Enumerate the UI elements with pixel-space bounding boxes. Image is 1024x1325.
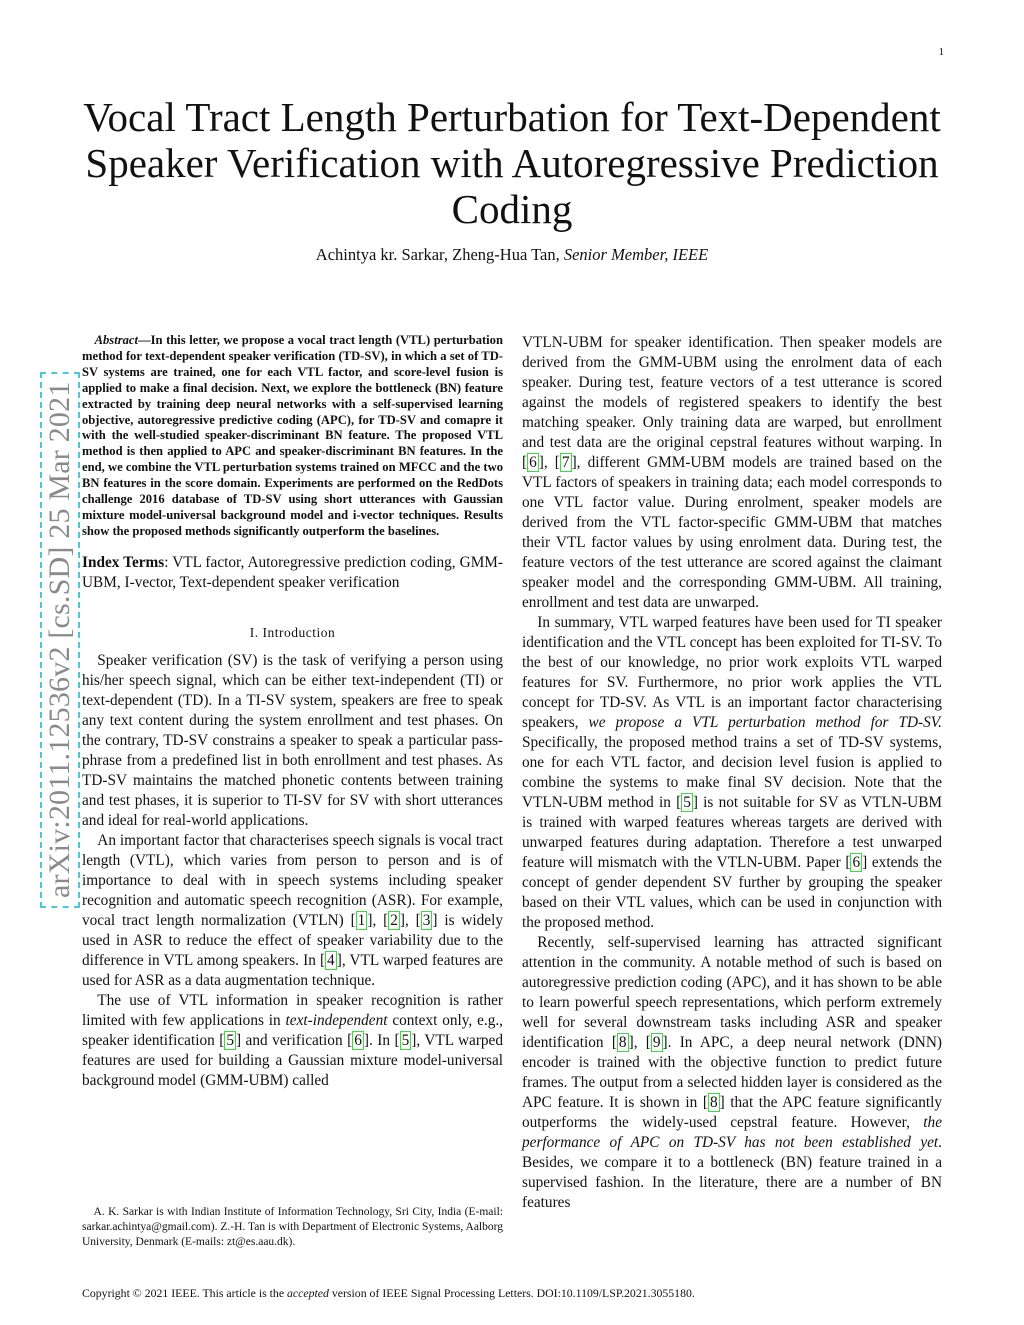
bracket: ] — [336, 951, 342, 969]
citation-link[interactable]: 4 — [327, 951, 335, 969]
left-column — [82, 333, 503, 1091]
intro-paragraph-4 — [522, 333, 942, 613]
comma: , — [372, 911, 384, 929]
bracket: ] — [235, 1031, 242, 1049]
intro-paragraph-5 — [522, 613, 942, 933]
author-line — [60, 245, 964, 265]
bracket: [ — [415, 911, 421, 929]
bracket: [ — [645, 1034, 651, 1051]
bracket: [ — [554, 454, 560, 471]
citation-link[interactable]: 3 — [422, 911, 431, 929]
text-run: . In APC, a deep neural network (DNN) encoder is trained with the objective function to predict future frames. The output from a selected hidden layer is considered as the APC feature. It is shown in — [522, 1034, 942, 1111]
bracket: ] — [363, 1031, 369, 1049]
bracket: ] — [411, 1031, 417, 1049]
citation-link[interactable]: 8 — [618, 1034, 627, 1051]
text-run: . In — [368, 1031, 395, 1049]
bracket: [ — [845, 854, 851, 871]
intro-paragraph-3 — [82, 991, 503, 1091]
abstract-heading: Abstract — [94, 333, 138, 347]
bracket: [ — [347, 1031, 353, 1049]
bracket: [ — [394, 1031, 400, 1049]
emphasis: we propose a VTL perturbation method for TD-SV. — [588, 714, 942, 731]
emphasis: the performance of APC on TD-SV has not been established yet — [522, 1114, 942, 1151]
text-run: Recently, self-supervised learning has attracted significant attention in the community. A notable method of such is based on autoregressive prediction coding (APC), and it has shown to be able to learn powerful speech representations, which perform extremely well for several downstream tasks including ASR and speaker identification — [522, 934, 942, 1051]
text-run: , VTL warped features are used for building a Gaussian mixture model-universal background model (GMM-UBM) called — [82, 1031, 503, 1089]
bracket: ] — [662, 1034, 668, 1051]
citation-link[interactable]: 5 — [226, 1031, 234, 1049]
page-number: 1 — [938, 46, 944, 58]
emphasis: text-independent — [285, 1011, 388, 1029]
intro-paragraph-6 — [522, 933, 942, 1213]
bracket: ] — [432, 911, 438, 929]
text-run: and verification — [241, 1031, 348, 1049]
bracket: ] — [538, 454, 544, 471]
text-run: is widely used in ASR to reduce the effect of speaker variability due to the difference in VTL among speakers. In — [82, 911, 503, 969]
comma: , — [633, 1034, 646, 1051]
citation-link[interactable]: 6 — [852, 854, 861, 871]
citation-link[interactable]: 5 — [683, 794, 691, 811]
index-terms-text: : VTL factor, Autoregressive prediction coding, GMM-UBM, I-vector, Text-dependent speaker verification — [82, 553, 503, 591]
text-run: is not suitable for SV as VTLN-UBM is trained with warped features whereas targets are derived with unwarped features during adaptation. Therefore a test unwarped feature will mismatch with the VTLN-UBM. Paper — [522, 794, 943, 871]
index-terms-heading: Index Terms — [82, 553, 165, 571]
citation-link[interactable]: 7 — [561, 454, 570, 471]
intro-paragraph-2 — [82, 831, 503, 991]
index-terms — [82, 553, 503, 593]
text-run: In summary, VTL warped features have been used for TI speaker identification and the VTL concept has been exploited for TI-SV. To the best of our knowledge, no prior work exploits VTL warped features for SV. Furthermore, no prior work applies the VTL concept for TD-SV. As VTL is an important factor characterising speakers, — [522, 614, 942, 731]
text-run: , different GMM-UBM models are trained based on the VTL factors of speakers in training data; each model corresponds to one VTL factor value. During enrolment, speaker models are derived from the VTL factor-specific GMM-UBM that matches their VTL factor values by using enrolment data. During test, the feature vectors of the test utterance are scored against the claimant speaker model and the corresponding GMM-UBM. All training, enrollment and test data are unwarped. — [522, 454, 942, 611]
bracket: [ — [219, 1031, 225, 1049]
text-run: The use of VTL information in speaker recognition is rather limited with few applications in — [82, 991, 503, 1029]
bracket: [ — [702, 1094, 708, 1111]
citation-link[interactable]: 6 — [354, 1031, 362, 1049]
bracket: ] — [719, 1094, 725, 1111]
author-names: Achintya kr. Sarkar, Zheng-Hua Tan, — [315, 245, 564, 264]
text-run: extends the concept of gender dependent SV further by grouping the speaker based on their VTL values, which can be used in conjunction with the proposed method. — [522, 854, 942, 931]
emphasis: accepted — [287, 1286, 329, 1300]
footnote-text: A. K. Sarkar is with Indian Institute of Information Technology, Sri City, India (E-mail: sarkar.achintya@gmail.com). Z.-H. Tan is with Department of Electronic Systems, Aalborg University, Denmark (E-mails: zt@es.aau.dk). — [82, 1206, 503, 1248]
citation-link[interactable]: 2 — [390, 911, 398, 929]
bracket: [ — [522, 454, 528, 471]
abstract — [82, 333, 503, 540]
copyright-notice — [82, 1286, 982, 1301]
text-run: Copyright © 2021 IEEE. This article is the — [82, 1286, 287, 1300]
bracket: ] — [628, 1034, 634, 1051]
paper-title: Vocal Tract Length Perturbation for Text-Dependent Speaker Verification with Autoregressive Prediction Coding — [83, 94, 941, 232]
bracket: [ — [350, 911, 356, 929]
text-run: An important factor that characterises speech signals is vocal tract length (VTL), which varies from person to person and is of importance to deal with in speech systems including speaker recognition and automatic speech recognition (ASR). For example, vocal tract length normalization (VTLN) — [82, 831, 503, 929]
abstract-text: —In this letter, we propose a vocal tract length (VTL) perturbation method for text-dependent speaker verification (TD-SV), in which a set of TD-SV systems are trained, one for each VTL factor, and score-level fusion is applied to make a final decision. Next, we explore the bottleneck (BN) feature extracted by training deep neural networks with a self-supervised learning objective, autoregressive predictive coding (APC), for TD-SV and comapre it with the well-studied speaker-discriminant BN feature. The proposed VTL method is then applied to APC and speaker-discriminant BN features. In the end, we combine the VTL perturbation systems trained on MFCC and the two BN features in the score domain. Experiments are performed on the RedDots challenge 2016 database of TD-SV using short utterances with Gaussian mixture model-universal background model and i-vector techniques. Results show the proposed methods significantly outperform the baselines. — [82, 333, 503, 538]
author-role: Senior Member, IEEE — [563, 245, 709, 264]
bracket: ] — [692, 794, 698, 811]
intro-paragraph-1: Speaker verification (SV) is the task of verifying a person using his/her speech signal, which can be either text-independent (TI) or text-dependent (TD). In a TI-SV system, speakers are free to speak any text content during the system enrollment and test phases. On the contrary, TD-SV constrains a speaker to speak a particular pass-phrase from a predefined list in both enrollment and test phases. As TD-SV maintains the matched phonetic contents between training and test phases, it is superior to TI-SV for SV with short utterances and ideal for real-world applications. — [82, 651, 503, 829]
comma: , — [404, 911, 416, 929]
citation-link[interactable]: 8 — [709, 1094, 718, 1111]
text-run: VTLN-UBM for speaker identification. Then speaker models are derived from the GMM-UBM using the enrolment data of each speaker. During test, feature vectors of a test utterance is scored against the models of registered speakers to identify the best matching speaker. Only training data are warped, but enrollment and test data are the original cepstral features without warping. In — [522, 334, 942, 451]
author-footnote — [82, 1205, 503, 1250]
bracket: ] — [862, 854, 868, 871]
bracket: ] — [367, 911, 373, 929]
text-run: context only, e.g., speaker identification — [82, 1011, 503, 1049]
text-run: , VTL warped features are used for ASR as a data augmentation technique. — [82, 951, 504, 989]
text-run: Specifically, the proposed method trains a set of TD-SV systems, one for each VTL factor, and decision level fusion is applied to combine the systems to make final SV decision. Note that the VTLN-UBM method in — [522, 734, 942, 811]
citation-link[interactable]: 6 — [529, 454, 537, 471]
text-run: that the APC feature significantly outperforms the widely-used cepstral feature. However, — [522, 1094, 942, 1131]
citation-link[interactable]: 9 — [652, 1034, 661, 1051]
bracket: [ — [383, 911, 389, 929]
bracket: [ — [676, 794, 682, 811]
comma: , — [543, 454, 555, 471]
right-column — [522, 333, 942, 1213]
arxiv-id[interactable]: arXiv:2011.12536v2 [cs.SD] 25 Mar 2021 — [40, 372, 80, 908]
citation-link[interactable]: 1 — [357, 911, 366, 929]
bracket: ] — [571, 454, 577, 471]
text-run: version of IEEE Signal Processing Letters. DOI:10.1109/LSP.2021.3055180. — [328, 1286, 695, 1300]
bracket: [ — [611, 1034, 617, 1051]
citation-link[interactable]: 5 — [401, 1031, 410, 1049]
bracket: [ — [319, 951, 326, 969]
text-run: . Besides, we compare it to a bottleneck (BN) feature trained in a supervised fashion. In the literature, there are a number of BN features — [522, 1134, 942, 1211]
bracket: ] — [399, 911, 405, 929]
section-heading-introduction: I. Introduction — [249, 624, 336, 640]
